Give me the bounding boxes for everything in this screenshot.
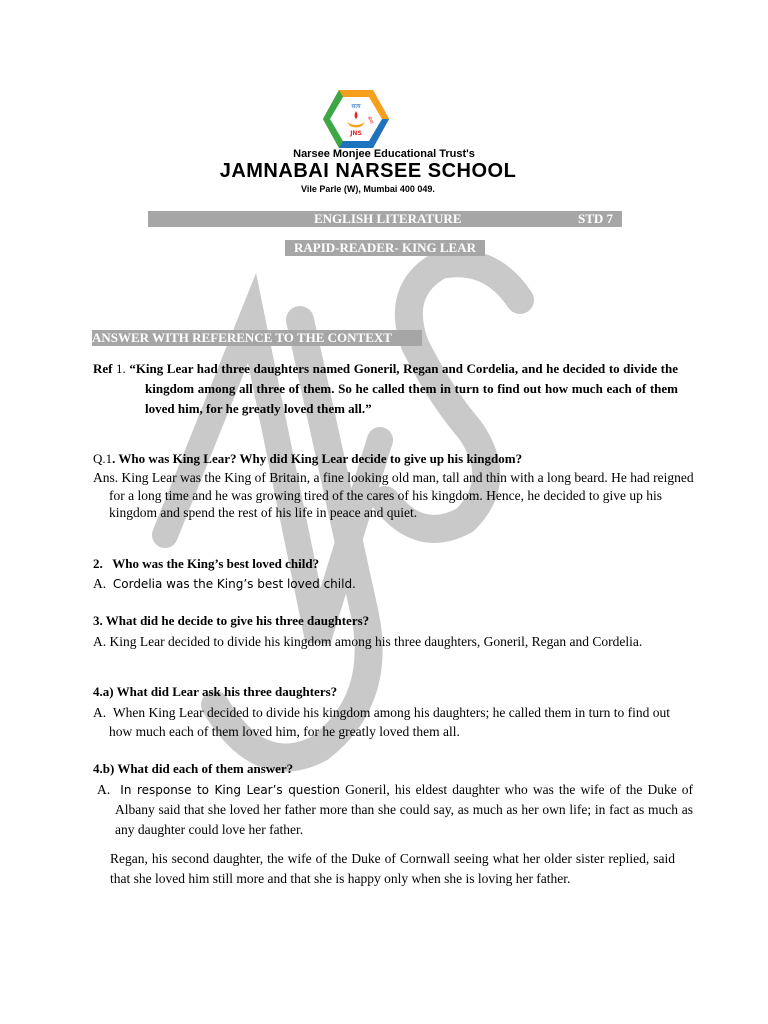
school-address: Vile Parle (W), Mumbai 400 049. [301, 184, 435, 194]
worksheet-title: RAPID-READER- KING LEAR [285, 240, 485, 256]
question-4b-label: 4.b) [93, 761, 115, 776]
answer-4a-text: When King Lear decided to divide his kingdom among his daughters; he called them in turn to find out how much each of them loved him, for he greatly loved them all. [109, 705, 671, 739]
logo-letters: JNS [350, 130, 362, 137]
answer-1 [93, 469, 694, 522]
question-4a-text: What did Lear ask his three daughters? [116, 684, 338, 699]
question-1-text: . Who was King Lear? Why did King Lear decide to give up his kingdom? [112, 451, 523, 466]
question-2 [93, 556, 683, 572]
question-3 [93, 613, 683, 629]
answer-4b-label: A. [97, 782, 111, 797]
subject-label: ENGLISH LITERATURE [314, 211, 462, 226]
question-4b [93, 761, 683, 777]
answer-4b-paragraph-2: Regan, his second daughter, the wife of the Duke of Cornwall seeing what her older sister replied, said that she loved him still more and that she is happy only when she is loving her father. [110, 851, 675, 886]
reference-passage [93, 359, 678, 419]
answer-4a-label: A. [93, 705, 107, 720]
section-heading: ANSWER WITH REFERENCE TO THE CONTEXT [92, 330, 422, 346]
answer-3-label: A. [93, 634, 107, 649]
logo-text-top: सत्य [351, 103, 361, 110]
question-1 [93, 451, 683, 467]
reference-text: “King Lear had three daughters named Goneril, Regan and Cordelia, and he decided to divide the kingdom among all three of them. So he called them in turn to find out how much each of them loved him, for he greatly loved them all.” [129, 361, 678, 416]
answer-2 [93, 575, 678, 594]
answer-1-label: Ans. [93, 470, 119, 485]
answer-3 [93, 632, 694, 652]
question-2-text: Who was the King’s best loved child? [112, 556, 320, 571]
question-4a-label: 4.a) [93, 684, 114, 699]
trust-name: Narsee Monjee Educational Trust's [293, 148, 475, 160]
school-name: JAMNABAI NARSEE SCHOOL [219, 160, 517, 182]
answer-4b [97, 780, 693, 840]
logo-text-right: सेवा [365, 115, 375, 126]
answer-3-text: King Lear decided to divide his kingdom among his three daughters, Goneril, Regan and Cordelia. [109, 634, 643, 649]
reference-label: Ref [93, 361, 113, 376]
answer-2-label: A. [93, 576, 107, 591]
reference-number: 1. [116, 361, 126, 376]
school-logo [322, 88, 390, 150]
subject-bar [148, 211, 622, 227]
question-4a [93, 684, 683, 700]
answer-4b-text: Goneril, his eldest daughter who was the wife of the Duke of Albany said that she loved her father more than she could say, as much as her own life; in fact as much as any daughter could love her father. [115, 782, 694, 837]
question-3-label: 3. [93, 613, 103, 628]
question-3-text: What did he decide to give his three daughters? [105, 613, 370, 628]
question-2-label: 2. [93, 556, 103, 571]
question-4b-text: What did each of them answer? [117, 761, 294, 776]
std-label: STD 7 [578, 211, 614, 226]
answer-1-text: King Lear was the King of Britain, a fine looking old man, tall and thin with a long beard. He had reigned for a long time and he was growing tired of the cares of his kingdom. Hence, he decided to give up his kingdom and spend the rest of his life in peace and quiet. [109, 470, 694, 520]
question-1-label: Q.1 [93, 451, 113, 466]
answer-2-text: Cordelia was the King’s best loved child. [112, 577, 356, 591]
answer-4b-lead: In response to King Lear’s question [120, 783, 341, 797]
answer-4a [93, 703, 694, 741]
